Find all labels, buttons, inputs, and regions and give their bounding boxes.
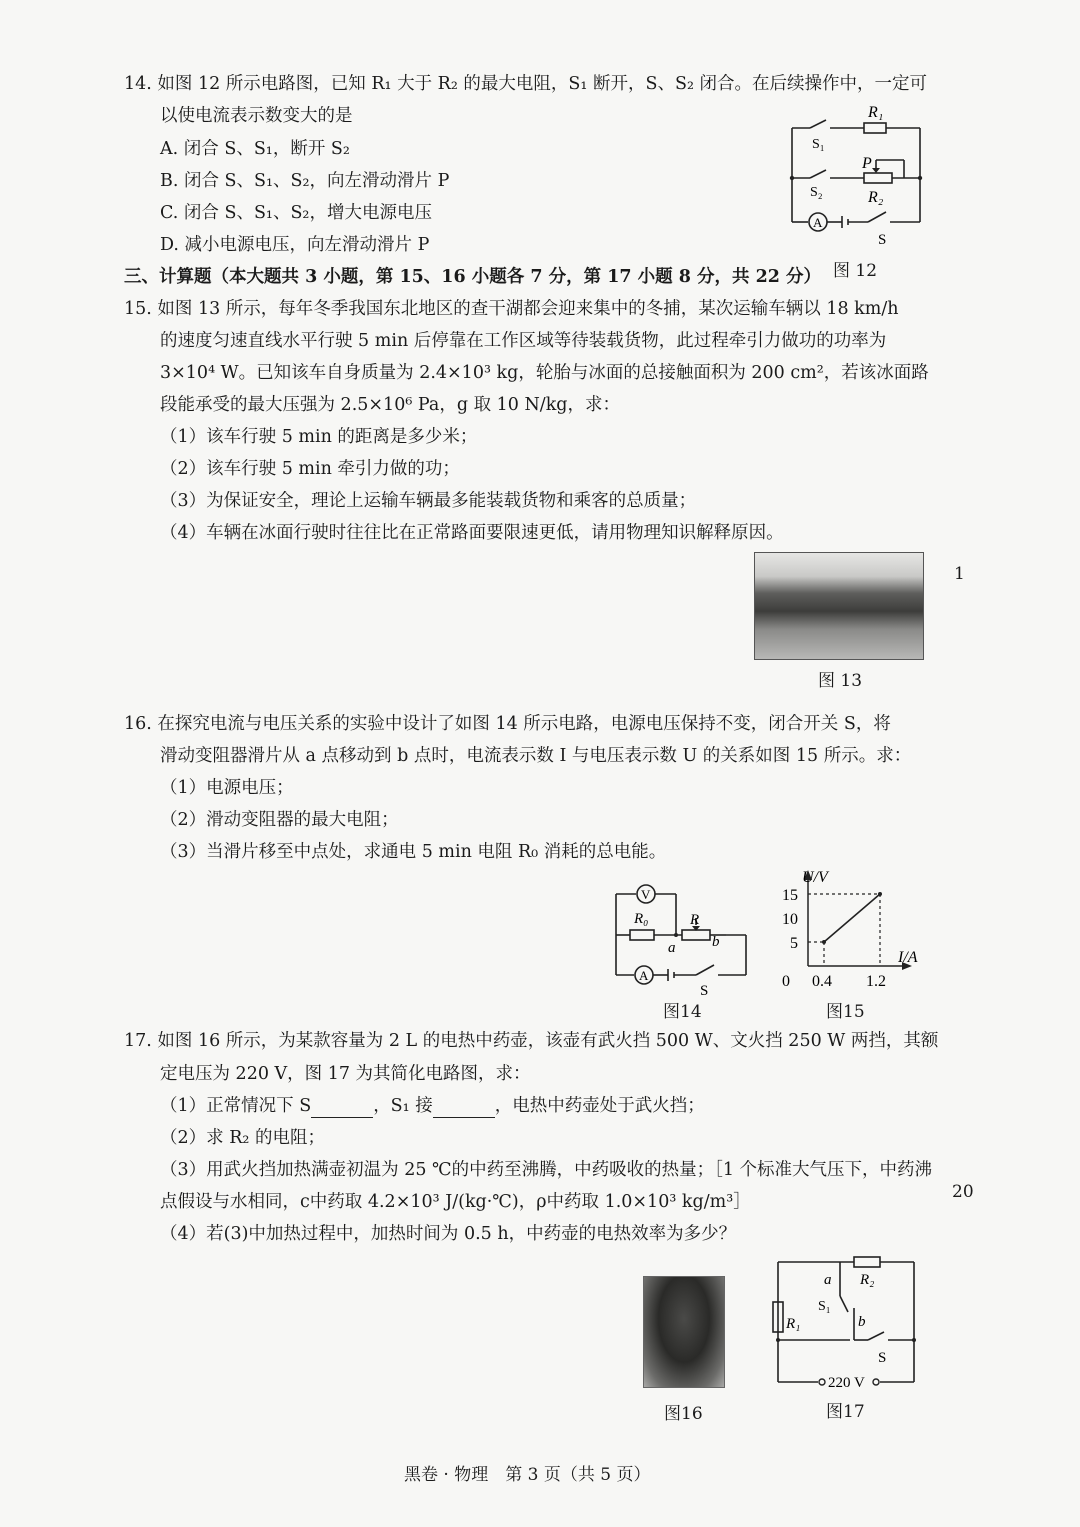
figure-14-circuit bbox=[606, 880, 756, 998]
fig13-caption: 图 13 bbox=[818, 671, 863, 691]
figure-16-photo bbox=[643, 1276, 725, 1388]
fig14-label-ammeter: A bbox=[639, 968, 649, 983]
fig15-tick-10: 10 bbox=[782, 911, 798, 928]
fig15-origin: 0 bbox=[782, 973, 790, 990]
fig12-label-s2: S₂ bbox=[810, 185, 823, 200]
q14-option-a: A. 闭合 S、S₁，断开 S₂ bbox=[160, 139, 350, 159]
q17-sub-3-line2: 点假设与水相同，c中药取 4.2×10³ J/(kg·℃)，ρ中药取 1.0×10³ kg/m³］ bbox=[160, 1192, 751, 1212]
fig15-tick-15: 15 bbox=[782, 887, 798, 904]
q17-sub-1 bbox=[160, 1094, 705, 1118]
q16-sub-1: （1）电源电压； bbox=[160, 778, 294, 798]
figure-15-graph bbox=[768, 866, 930, 992]
fig17-label-s: S bbox=[878, 1350, 887, 1366]
fig15-xlabel: I/A bbox=[898, 949, 918, 966]
fig15-caption: 图15 bbox=[826, 1002, 865, 1022]
fig12-label-s1: S₁ bbox=[812, 137, 825, 152]
fig15-tick-1-2: 1.2 bbox=[866, 973, 886, 990]
q15-sub-2: （2）该车行驶 5 min 牵引力做的功； bbox=[160, 459, 460, 479]
q17-sub-2: （2）求 R₂ 的电阻； bbox=[160, 1128, 325, 1148]
q17-sub-3-line1: （3）用武火挡加热满壶初温为 25 ℃的中药至沸腾，中药吸收的热量；［1 个标准大气压下，中药沸 bbox=[160, 1160, 933, 1180]
figure-13-photo bbox=[754, 552, 924, 660]
q15-stem-line4: 段能承受的最大压强为 2.5×10⁶ Pa，g 取 10 N/kg，求： bbox=[160, 395, 620, 415]
fig15-tick-5: 5 bbox=[790, 935, 798, 952]
answer-blank-s1[interactable] bbox=[433, 1099, 495, 1118]
section-3-heading: 三、计算题（本大题共 3 小题，第 15、16 小题各 7 分，第 17 小题 8 分，共 22 分） bbox=[124, 267, 822, 287]
q14-stem-line1: 14. 如图 12 所示电路图，已知 R₁ 大于 R₂ 的最大电阻，S₁ 断开，S、S₂ 闭合。在后续操作中，一定可 bbox=[124, 74, 928, 94]
fig17-label-a: a bbox=[824, 1272, 832, 1288]
q16-stem-line1: 16. 在探究电流与电压关系的实验中设计了如图 14 所示电路，电源电压保持不变，闭合开关 S，将 bbox=[124, 714, 891, 734]
q16-sub-3: （3）当滑片移至中点处，求通电 5 min 电阻 R₀ 消耗的总电能。 bbox=[160, 842, 667, 862]
q14-option-d: D. 减小电源电压，向左滑动滑片 P bbox=[160, 235, 430, 255]
q16-sub-2: （2）滑动变阻器的最大电阻； bbox=[160, 810, 399, 830]
page-footer: 黑卷 · 物理 第 3 页（共 5 页） bbox=[404, 1465, 651, 1485]
fig12-label-s: S bbox=[878, 232, 887, 248]
q17-stem-line1: 17. 如图 16 所示，为某款容量为 2 L 的电热中药壶，该壶有武火挡 500 W、文火挡 250 W 两挡，其额 bbox=[124, 1031, 939, 1051]
q17-sub1-part-a: （1）正常情况下 S bbox=[160, 1096, 312, 1116]
fig14-label-s: S bbox=[700, 983, 709, 998]
fig17-label-b: b bbox=[858, 1314, 866, 1330]
q15-stem-line3: 3×10⁴ W。已知该车自身质量为 2.4×10³ kg，轮胎与冰面的总接触面积为 200 cm²，若该冰面路 bbox=[160, 363, 929, 383]
fig14-label-r0: R₀ bbox=[634, 911, 649, 927]
fig12-label-r2: R₂ bbox=[868, 189, 884, 206]
figure-17-circuit bbox=[764, 1248, 928, 1390]
fig14-label-voltmeter: V bbox=[641, 887, 651, 902]
q17-sub-4: （4）若(3)中加热过程中，加热时间为 0.5 h，中药壶的电热效率为多少？ bbox=[160, 1224, 737, 1244]
fig14-label-b: b bbox=[712, 934, 720, 950]
margin-mark-20: 20 bbox=[952, 1182, 974, 1202]
q16-stem-line2: 滑动变阻器滑片从 a 点移动到 b 点时，电流表示数 I 与电压表示数 U 的关系如图 15 所示。求： bbox=[160, 746, 912, 766]
answer-blank-s[interactable] bbox=[311, 1099, 373, 1118]
q15-sub-1: （1）该车行驶 5 min 的距离是多少米； bbox=[160, 427, 478, 447]
q15-stem-line2: 的速度匀速直线水平行驶 5 min 后停靠在工作区域等待装载货物，此过程牵引力做功的功率为 bbox=[160, 331, 887, 351]
q17-sub1-part-b: ，S₁ 接 bbox=[373, 1096, 433, 1116]
q15-stem-line1: 15. 如图 13 所示，每年冬季我国东北地区的查干湖都会迎来集中的冬捕，某次运输车辆以 18 km/h bbox=[124, 299, 899, 319]
fig17-label-s1: S₁ bbox=[818, 1299, 831, 1314]
fig17-caption: 图17 bbox=[826, 1402, 865, 1422]
fig12-label-p: P bbox=[862, 155, 872, 172]
fig14-label-a: a bbox=[668, 940, 676, 956]
q14-stem-line2: 以使电流表示数变大的是 bbox=[160, 106, 353, 126]
margin-mark-1: 1 bbox=[954, 564, 965, 584]
fig16-caption: 图16 bbox=[664, 1404, 703, 1424]
fig14-caption: 图14 bbox=[663, 1002, 702, 1022]
fig15-ylabel: U/V bbox=[802, 869, 828, 886]
fig17-label-220v: 220 V bbox=[828, 1375, 865, 1390]
fig15-tick-0-4: 0.4 bbox=[812, 973, 832, 990]
q17-stem-line2: 定电压为 220 V，图 17 为其简化电路图，求： bbox=[160, 1064, 531, 1084]
figure-12-circuit bbox=[780, 98, 940, 250]
q14-option-c: C. 闭合 S、S₁、S₂，增大电源电压 bbox=[160, 203, 432, 223]
fig14-label-r: R bbox=[690, 912, 700, 928]
q15-sub-4: （4）车辆在冰面行驶时往往比在正常路面要限速更低，请用物理知识解释原因。 bbox=[160, 523, 784, 543]
fig12-label-ammeter: A bbox=[813, 215, 823, 230]
fig17-label-r2: R₂ bbox=[860, 1272, 875, 1288]
fig12-label-r1: R₁ bbox=[868, 104, 884, 121]
fig12-caption: 图 12 bbox=[833, 261, 878, 281]
q15-sub-3: （3）为保证安全，理论上运输车辆最多能装载货物和乘客的总质量； bbox=[160, 491, 697, 511]
q17-sub1-part-c: ，电热中药壶处于武火挡； bbox=[494, 1096, 705, 1116]
q14-option-b: B. 闭合 S、S₁、S₂，向左滑动滑片 P bbox=[160, 171, 450, 191]
fig17-label-r1: R₁ bbox=[786, 1316, 801, 1332]
